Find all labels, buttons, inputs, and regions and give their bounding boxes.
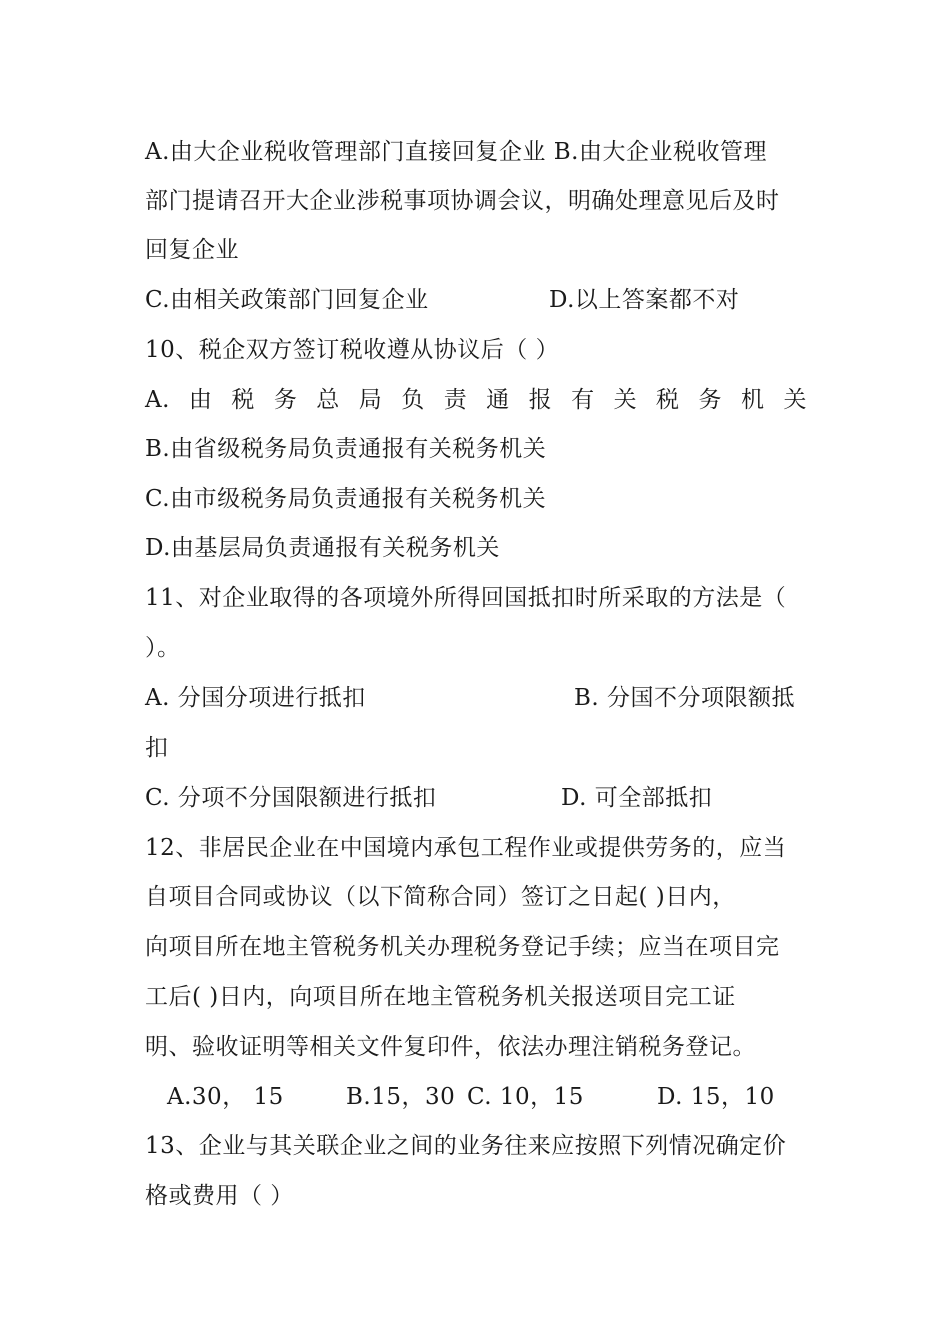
- question-12-line-5: 明、验收证明等相关文件复印件，依法办理注销税务登记。: [145, 1034, 756, 1060]
- q10-a-char: 务: [273, 387, 298, 413]
- option-c: C.由相关政策部门回复企业: [145, 287, 429, 313]
- option-a-line: A.由大企业税收管理部门直接回复企业 B.由大企业税收管理: [145, 139, 767, 165]
- question-11: 11、对企业取得的各项境外所得回国抵扣时所采取的方法是（: [145, 585, 787, 611]
- q10-a-char: 由: [188, 387, 213, 413]
- option-b-continued: 部门提请召开大企业涉税事项协调会议，明确处理意见后及时: [145, 188, 780, 214]
- q11-option-b-end: 扣: [145, 735, 169, 761]
- q10-a-char: 局: [358, 387, 383, 413]
- q10-a-char: 务: [698, 387, 723, 413]
- option-b-end: 回复企业: [145, 237, 239, 263]
- q11-option-c: C. 分项不分国限额进行抵扣: [145, 785, 437, 811]
- q10-a-char: 税: [231, 387, 255, 413]
- question-11-end: ）。: [145, 635, 181, 661]
- question-12: 12、非居民企业在中国境内承包工程作业或提供劳务的，应当: [145, 835, 787, 861]
- question-12-line-3: 向项目所在地主管税务机关办理税务登记手续；应当在项目完: [145, 934, 780, 960]
- q10-a-char: A.: [145, 387, 170, 413]
- q11-option-d: D. 可全部抵扣: [561, 785, 713, 811]
- q10-option-b: B.由省级税务局负责通报有关税务机关: [145, 436, 547, 462]
- q10-a-char: 责: [443, 387, 468, 413]
- option-d: D.以上答案都不对: [549, 287, 740, 313]
- q12-option-a: A.30， 15: [167, 1084, 284, 1110]
- q10-option-a: [145, 383, 807, 417]
- q10-option-c: C.由市级税务局负责通报有关税务机关: [145, 486, 547, 512]
- question-13: 13、企业与其关联企业之间的业务往来应按照下列情况确定价: [145, 1133, 787, 1159]
- q11-option-a: A. 分国分项进行抵扣: [145, 685, 366, 711]
- q10-a-char: 机: [740, 387, 765, 413]
- question-13-end: 格或费用（ ）: [145, 1183, 294, 1209]
- q12-option-c: C. 10，15: [467, 1084, 584, 1110]
- q10-a-char: 关: [783, 387, 807, 413]
- question-12-line-2: 自项目合同或协议（以下简称合同）签订之日起( )日内，: [145, 884, 736, 910]
- q12-option-b: B.15，30: [346, 1084, 456, 1110]
- q11-option-b: B. 分国不分项限额抵: [574, 685, 796, 711]
- q10-a-char: 总: [316, 387, 340, 413]
- question-10: 10、税企双方签订税收遵从协议后（ ）: [145, 337, 560, 363]
- q10-option-d: D.由基层局负责通报有关税务机关: [145, 535, 500, 561]
- q10-a-char: 关: [613, 387, 638, 413]
- q12-option-d: D. 15，10: [657, 1084, 775, 1110]
- q10-a-char: 报: [528, 387, 553, 413]
- q10-a-char: 税: [656, 387, 680, 413]
- q10-a-char: 负: [401, 387, 425, 413]
- question-12-line-4: 工后( )日内，向项目所在地主管税务机关报送项目完工证: [145, 984, 736, 1010]
- q10-a-char: 有: [571, 387, 595, 413]
- q10-a-char: 通: [486, 387, 510, 413]
